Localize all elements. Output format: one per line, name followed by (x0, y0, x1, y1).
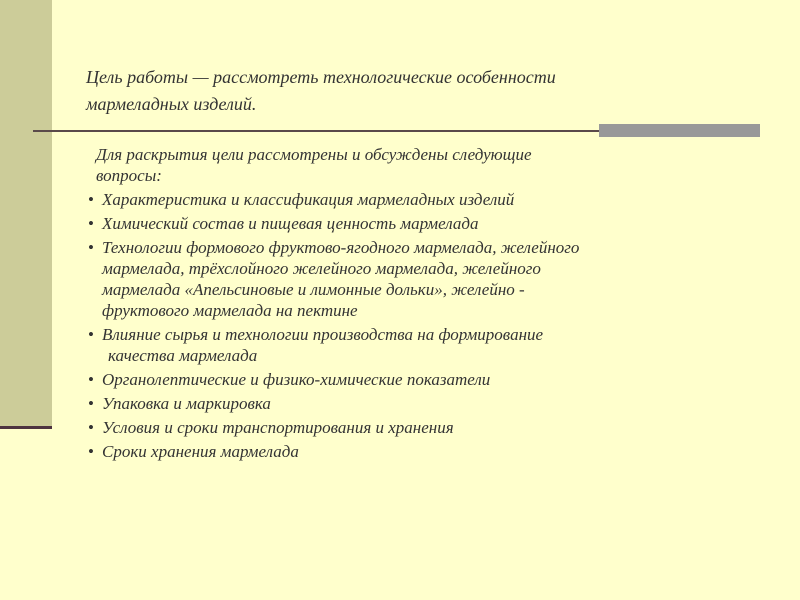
topic-item (88, 417, 768, 438)
topics-list (88, 189, 768, 462)
bullet-icon: • (88, 442, 94, 461)
title-divider-line (33, 130, 599, 132)
slide-content (88, 144, 768, 465)
left-decorative-bar (0, 0, 52, 426)
topic-item-line: Химический состав и пищевая ценность мармелада (102, 214, 479, 233)
topic-item (88, 393, 768, 414)
bullet-icon: • (88, 238, 94, 257)
topic-item (88, 369, 768, 390)
bullet-icon: • (88, 325, 94, 344)
topic-item-line: Упаковка и маркировка (102, 394, 271, 413)
topic-item-line: качества мармелада (108, 346, 258, 365)
intro-line-2: вопросы: (96, 166, 162, 185)
title-divider-block (599, 124, 760, 137)
topic-item-line: Характеристика и классификация мармеладных изделий (102, 190, 515, 209)
bullet-icon: • (88, 190, 94, 209)
topic-item (88, 441, 768, 462)
bullet-icon: • (88, 418, 94, 437)
bullet-icon: • (88, 214, 94, 233)
topic-item (88, 213, 768, 234)
bullet-icon: • (88, 394, 94, 413)
topic-item-line: фруктового мармелада на пектине (102, 301, 358, 320)
slide-title-line-1: Цель работы — рассмотреть технологические особенности (86, 67, 556, 87)
topic-item (88, 237, 768, 321)
topic-item-line: Технологии формового фруктово-ягодного мармелада, желейного (102, 238, 580, 257)
bullet-icon: • (88, 370, 94, 389)
topic-item-line: Влияние сырья и технологии производства на формирование (102, 325, 544, 344)
topic-item (88, 189, 768, 210)
topic-item-line: Условия и сроки транспортирования и хранения (102, 418, 454, 437)
topic-item-line: Органолептические и физико-химические показатели (102, 370, 491, 389)
topic-item (88, 324, 768, 366)
left-bar-underline (0, 426, 52, 429)
intro-text (88, 144, 768, 186)
slide-title (86, 64, 766, 118)
slide-title-line-2: мармеладных изделий. (86, 94, 257, 114)
intro-line-1: Для раскрытия цели рассмотрены и обсуждены следующие (96, 145, 532, 164)
topic-item-line: мармелада «Апельсиновые и лимонные дольки», желейно - (102, 280, 525, 299)
topic-item-line: мармелада, трёхслойного желейного мармелада, желейного (102, 259, 541, 278)
topic-item-line: Сроки хранения мармелада (102, 442, 299, 461)
